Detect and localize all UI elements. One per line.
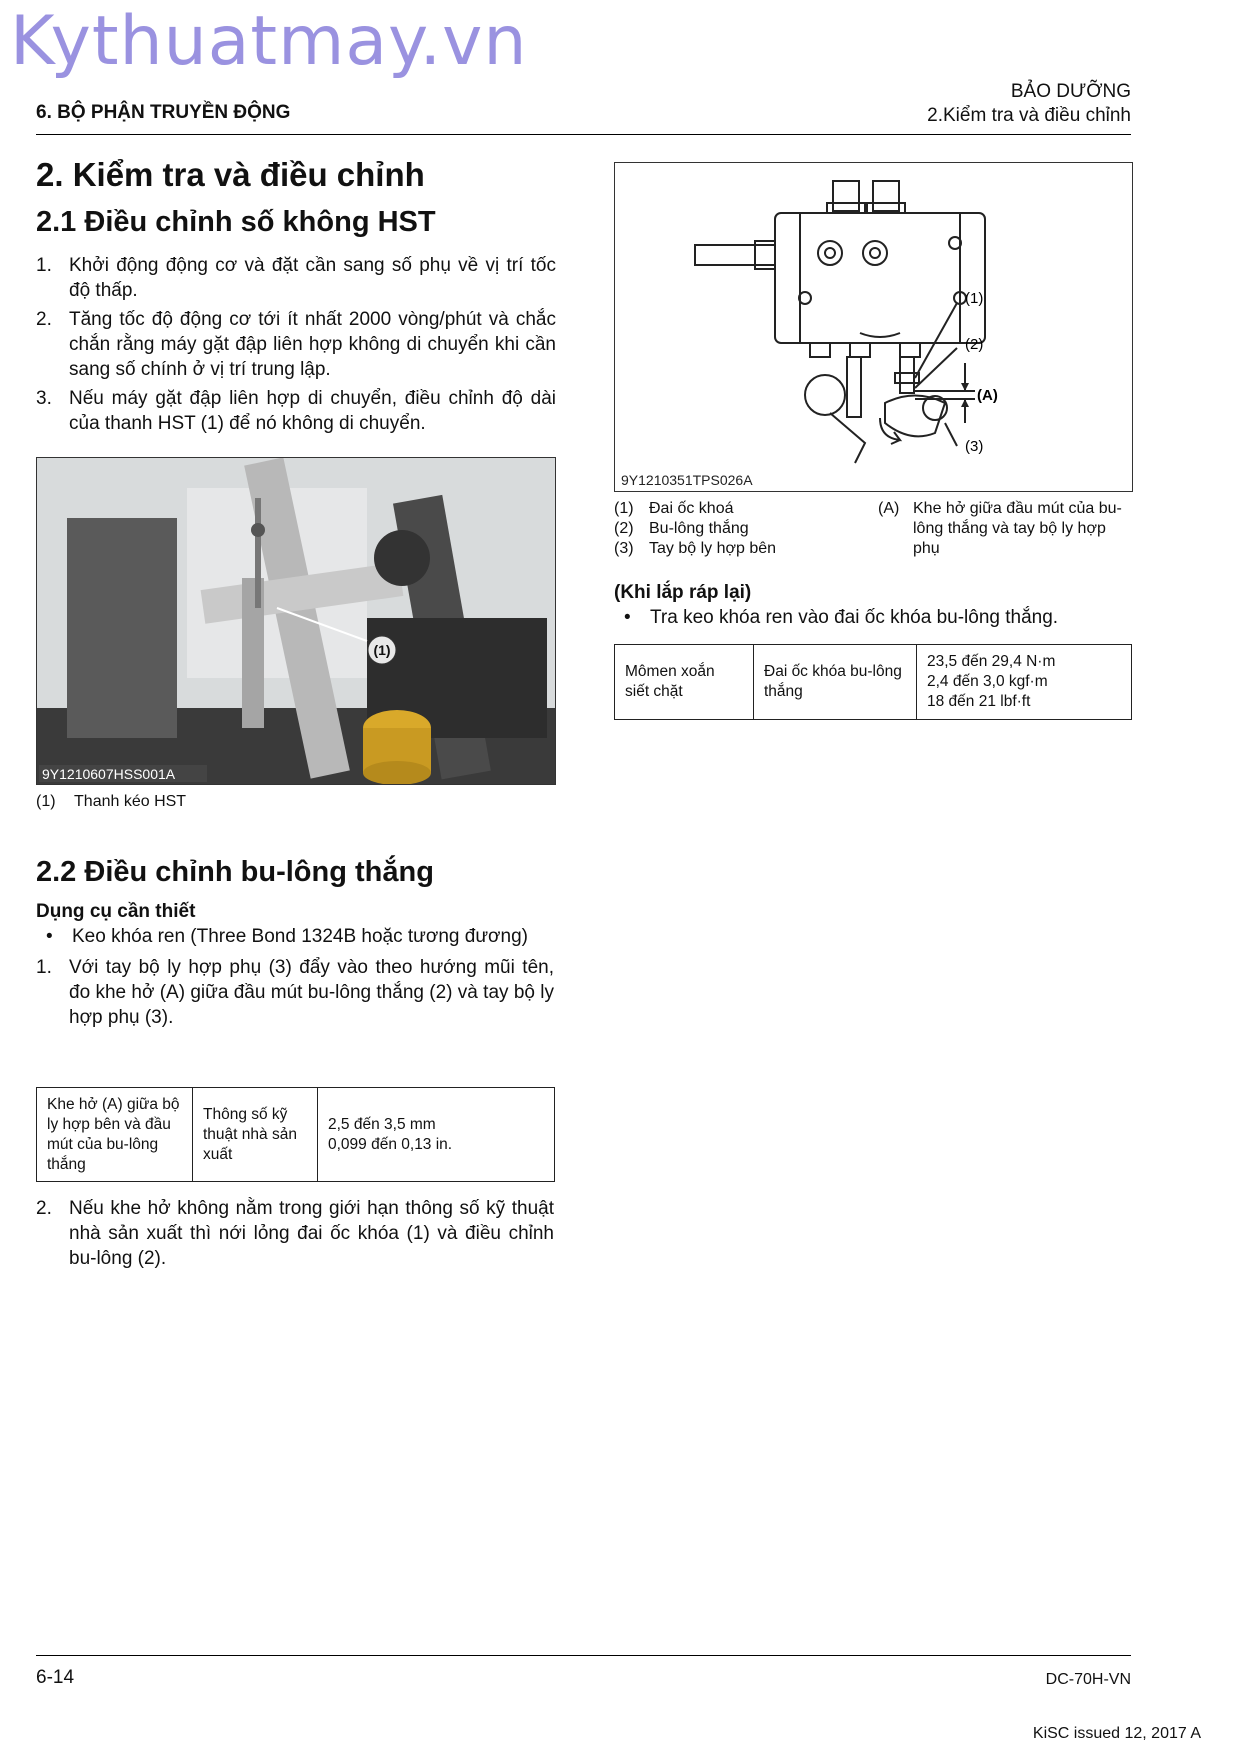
list-item: • Keo khóa ren (Three Bond 1324B hoặc tương đương)	[46, 926, 528, 947]
list-item: 2. Nếu khe hở không nằm trong giới hạn thông số kỹ thuật nhà sản xuất thì nới lỏng đai ốc khóa (1) và điều chỉnh bu-lông (2).	[36, 1198, 554, 1269]
reassembly-block	[614, 580, 1131, 634]
list-item: • Tra keo khóa ren vào đai ốc khóa bu-lông thắng.	[624, 607, 1059, 628]
header-section: 6. BỘ PHẬN TRUYỀN ĐỘNG	[36, 102, 291, 123]
photo-callout: (1)	[373, 642, 391, 658]
legend-item: (3) Tay bộ ly hợp bên	[614, 540, 777, 557]
figure-callout: (3)	[965, 438, 984, 455]
figure-callout: (1)	[965, 290, 984, 307]
caption-text: Thanh kéo HST	[74, 793, 187, 810]
photo-illustration	[37, 458, 555, 784]
doc-code: DC-70H-VN	[1045, 1671, 1131, 1688]
legend-num: (A)	[878, 500, 900, 517]
tools-heading: Dụng cụ cần thiết	[36, 901, 196, 922]
torque-cell-item: Mômen xoắn siết chặt	[615, 645, 754, 720]
figure-code: 9Y1210351TPS026A	[621, 472, 753, 488]
header-subsection: 2.Kiểm tra và điều chỉnh	[927, 105, 1131, 126]
list-item: 3. Nếu máy gặt đập liên hợp di chuyển, điều chỉnh độ dài của thanh HST (1) để nó không di chuyển.	[36, 388, 556, 434]
spec-cell-value: 2,5 đến 3,5 mm 0,099 đến 0,13 in.	[318, 1088, 555, 1182]
spec-cell-type: Thông số kỹ thuật nhà sản xuất	[193, 1088, 318, 1182]
s22-title: 2.2 Điều chỉnh bu-lông thắng	[36, 856, 434, 888]
reassembly-list	[614, 605, 1131, 630]
tools-list	[36, 924, 554, 949]
caption-num: (1)	[36, 793, 56, 810]
brake-bolt-figure	[614, 162, 1133, 492]
s21-steps	[36, 253, 556, 436]
clearance-spec-table	[36, 1087, 555, 1182]
list-item: 1. Khởi động động cơ và đặt cần sang số phụ về vị trí tốc độ thấp.	[36, 255, 556, 301]
s21-title: 2.1 Điều chỉnh số không HST	[36, 206, 436, 238]
reassembly-heading: (Khi lắp ráp lại)	[614, 582, 752, 603]
issued-note: KiSC issued 12, 2017 A	[1032, 1725, 1201, 1742]
photo-code: 9Y1210607HSS001A	[42, 766, 176, 782]
figure-legend-right	[878, 499, 1130, 559]
s22-step2	[36, 1196, 554, 1271]
header-divider	[36, 134, 1131, 135]
valve-diagram	[615, 163, 1132, 491]
photo-caption	[36, 792, 186, 812]
figure-legend-left	[614, 499, 874, 559]
spec-cell-item: Khe hở (A) giữa bộ ly hợp bên và đầu mút của bu-lông thắng	[37, 1088, 193, 1182]
page-number: 6-14	[36, 1667, 75, 1688]
main-title: 2. Kiểm tra và điều chỉnh	[36, 156, 425, 193]
s22-step2-block	[36, 1196, 554, 1275]
legend-item: (2) Bu-lông thắng	[614, 520, 749, 537]
legend-text: Khe hở giữa đầu mút của bu-lông thắng và tay bộ ly hợp phụ	[913, 500, 1122, 557]
figure-callout: (A)	[977, 387, 998, 404]
torque-spec-table	[614, 644, 1132, 720]
footer-divider	[36, 1655, 1131, 1656]
list-item: 1. Với tay bộ ly hợp phụ (3) đẩy vào theo hướng mũi tên, đo khe hở (A) giữa đầu mút bu-lông thắng (2) và tay bộ ly hợp phụ (3).	[36, 957, 554, 1028]
left-column	[36, 156, 556, 440]
list-item: 2. Tăng tốc độ động cơ tới ít nhất 2000 vòng/phút và chắc chắn rằng máy gặt đập liên hợp không di chuyển khi cần sang số chính ở vị trí trung lập.	[36, 309, 556, 380]
torque-cell-value: 23,5 đến 29,4 N·m 2,4 đến 3,0 kgf·m 18 đến 21 lbf·ft	[917, 645, 1132, 720]
s22-block	[36, 856, 554, 1034]
figure-callout: (2)	[965, 336, 984, 353]
torque-cell-part: Đai ốc khóa bu-lông thắng	[754, 645, 917, 720]
watermark-logo: Kythuatmay.vn	[10, 2, 528, 81]
header-chapter: BẢO DƯỠNG	[1010, 81, 1131, 102]
header-right	[927, 80, 1131, 128]
hst-rod-photo	[36, 457, 556, 785]
s22-step1	[36, 955, 554, 1030]
legend-item: (1) Đai ốc khoá	[614, 500, 734, 517]
